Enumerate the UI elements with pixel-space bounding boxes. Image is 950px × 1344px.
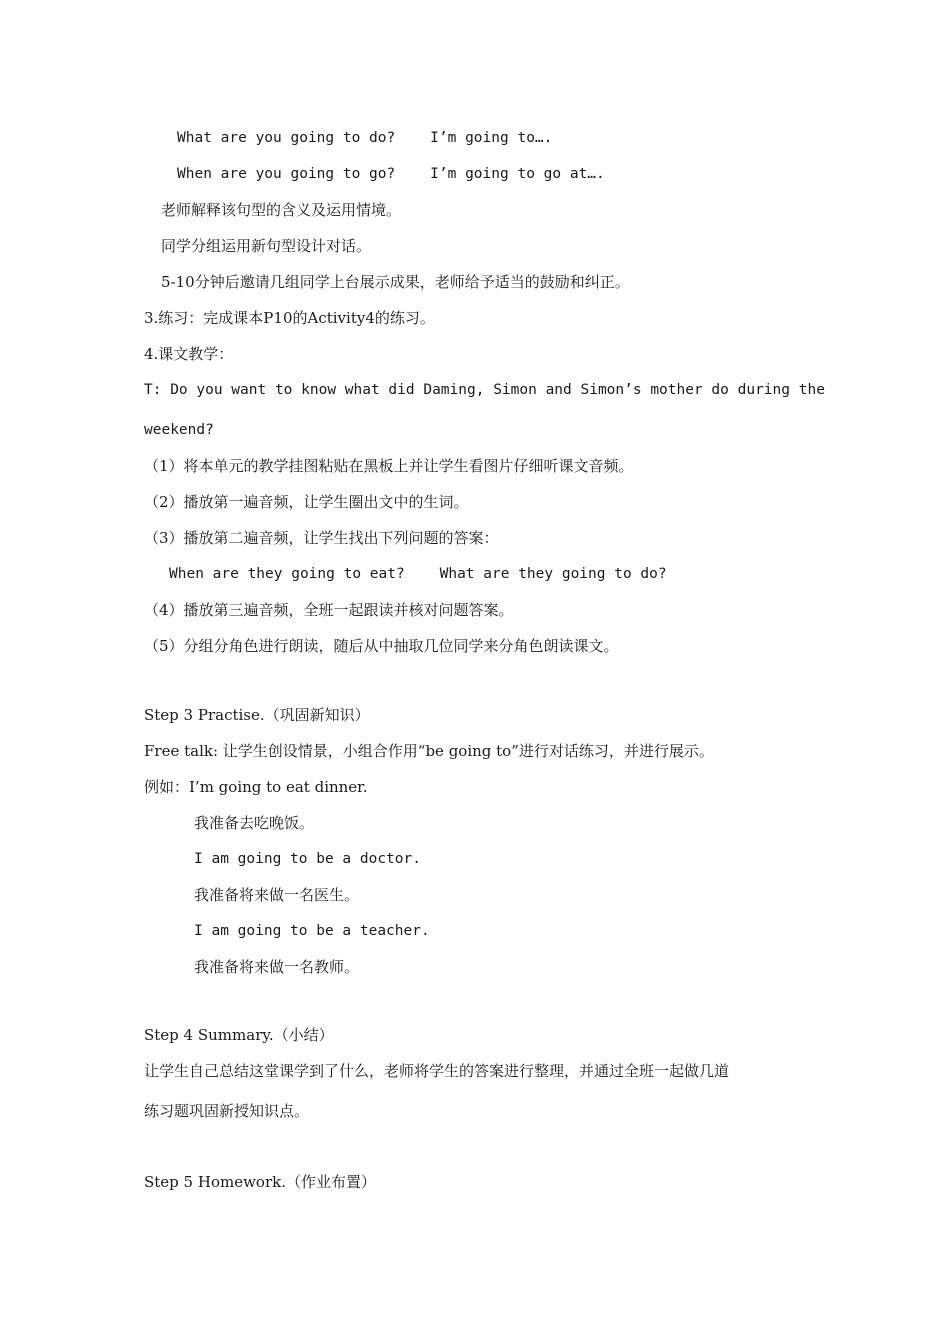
summary-paragraph: 让学生自己总结这堂课学到了什么，老师将学生的答案进行整理，并通过全班一起做几道	[144, 1062, 730, 1080]
summary-paragraph-cont: 练习题巩固新授知识点。	[144, 1102, 310, 1120]
example-translation-3: 我准备将来做一名教师。	[194, 958, 360, 976]
step-4-heading: Step 4 Summary.（小结）	[144, 1026, 334, 1044]
item-text-teaching: 4.课文教学：	[144, 345, 234, 363]
paragraph-teacher-explains: 老师解释该句型的含义及运用情境。	[161, 201, 402, 219]
example-sentence-2: I am going to be a doctor.	[194, 851, 421, 867]
step-item-3: （3）播放第二遍音频，让学生找出下列问题的答案：	[144, 529, 499, 547]
example-translation-1: 我准备去吃晚饭。	[194, 814, 315, 832]
paragraph-show-results: 5-10分钟后邀请几组同学上台展示成果，老师给予适当的鼓励和纠正。	[161, 273, 630, 291]
teacher-question: T: Do you want to know what did Daming, Simon and Simon’s mother do during the	[144, 382, 825, 398]
step-item-2: （2）播放第一遍音频，让学生圈出文中的生词。	[144, 493, 469, 511]
teacher-question-cont: weekend?	[144, 422, 214, 438]
sentence-pattern-do: What are you going to do? I’m going to….	[177, 130, 553, 146]
example-sentence-3: I am going to be a teacher.	[194, 923, 430, 939]
step-5-heading: Step 5 Homework.（作业布置）	[144, 1173, 376, 1191]
step-3-heading: Step 3 Practise.（巩固新知识）	[144, 706, 370, 724]
paragraph-group-dialogue: 同学分组运用新句型设计对话。	[161, 237, 372, 255]
step-item-5: （5）分组分角色进行朗读，随后从中抽取几位同学来分角色朗读课文。	[144, 637, 619, 655]
sentence-pattern-go: When are you going to go? I’m going to go at….	[177, 166, 605, 182]
questions-line: When are they going to eat? What are they going to do?	[169, 566, 667, 582]
free-talk-paragraph: Free talk: 让学生创设情景，小组合作用“be going to”进行对话练习，并进行展示。	[144, 742, 714, 760]
item-practice: 3.练习：完成课本P10的Activity4的练习。	[144, 309, 435, 327]
step-item-1: （1）将本单元的教学挂图粘贴在黑板上并让学生看图片仔细听课文音频。	[144, 457, 634, 475]
example-line: 例如：I’m going to eat dinner.	[144, 778, 368, 796]
example-translation-2: 我准备将来做一名医生。	[194, 886, 360, 904]
step-item-4: （4）播放第三遍音频，全班一起跟读并核对问题答案。	[144, 601, 514, 619]
